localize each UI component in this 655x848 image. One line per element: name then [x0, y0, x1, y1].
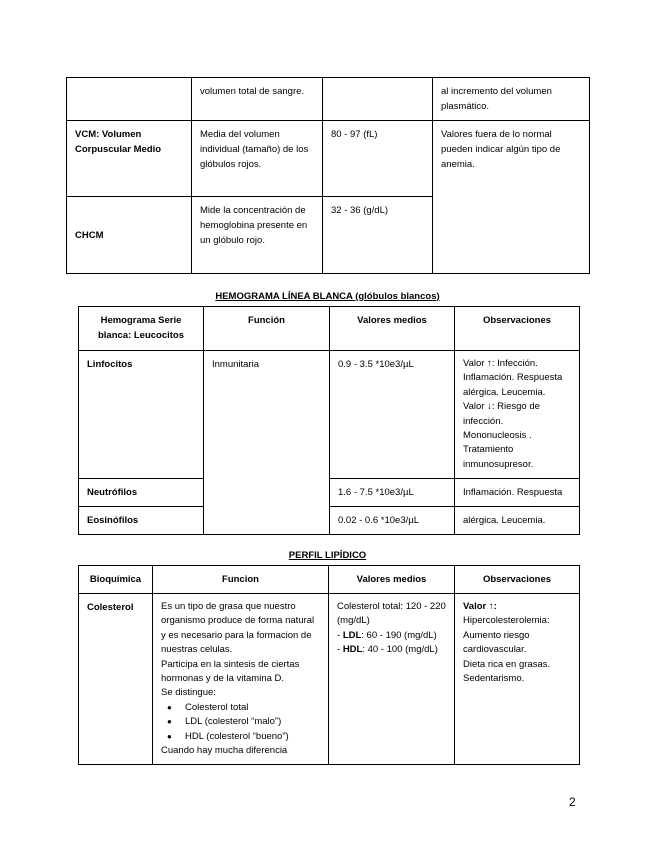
column-header: Funcion — [153, 566, 329, 594]
section-title: PERFIL LIPÍDICO — [288, 550, 367, 561]
cell-valor — [329, 594, 455, 765]
ldl-label: LDL — [342, 629, 362, 641]
cell-name: Neutrófilos — [79, 479, 204, 507]
hdl-value: : 40 - 100 (mg/dL) — [362, 644, 438, 656]
list-item: ● Colesterol total — [183, 701, 320, 715]
list-item: ● LDL (colesterol “malo”) — [183, 715, 320, 729]
table-cell — [323, 78, 433, 121]
obs-line: Sedentarismo. — [463, 673, 525, 685]
valor-hdl — [337, 643, 446, 657]
obs-line: Valor ↓: Riesgo de infección. — [463, 401, 540, 427]
obs-line: Aumento riesgo cardiovascular. — [463, 629, 530, 656]
cell-funcion: Inmunitaria — [204, 351, 330, 535]
table-cell: 80 - 97 (fL) — [323, 121, 433, 197]
obs-line: Tratamiento inmunosupresor. — [463, 444, 534, 470]
cell-valor: 0.02 - 0.6 *10e3/µL — [330, 507, 455, 535]
bullet-list — [161, 701, 320, 744]
white-cell-table — [78, 306, 580, 535]
table-row — [79, 594, 580, 765]
red-cell-table — [66, 77, 590, 274]
obs-line: Hipercolesterolemia: — [463, 615, 550, 627]
cell-observaciones — [455, 594, 580, 765]
funcion-line: Participa en la sintesis de ciertas hormonas y de la vitamina D. — [161, 658, 300, 685]
obs-label: Valor ↑: — [463, 601, 497, 612]
column-header: Bioquímica — [79, 566, 153, 594]
column-header: Función — [204, 307, 330, 351]
obs-line: Dieta rica en grasas. — [463, 658, 551, 670]
parameter-name: VCM: Volumen Corpuscular Medio — [67, 121, 192, 197]
table-cell: al incremento del volumen plasmático. — [433, 78, 590, 121]
funcion-line: Es un tipo de grasa que nuestro organismo produce de forma natural y es necesario para la formacion de nuestras celulas. — [161, 601, 315, 656]
hdl-label: HDL — [342, 644, 363, 656]
cell-valor: 1.6 - 7.5 *10e3/µL — [330, 479, 455, 507]
column-header: Hemograma Serie blanca: Leucocitos — [79, 307, 204, 351]
page-number: 2 — [569, 795, 576, 809]
valor-total: Colesterol total: 120 - 220 (mg/dL) — [337, 601, 446, 627]
cell-observaciones: alérgica. Leucemia. — [455, 507, 580, 535]
cell-name: Eosinófilos — [79, 507, 204, 535]
table-cell: Mide la concentración de hemoglobina presente en un glóbulo rojo. — [192, 197, 323, 274]
column-header: Valores medios — [330, 307, 455, 351]
table-row — [67, 121, 590, 197]
table-cell: 32 - 36 (g/dL) — [323, 197, 433, 274]
cell-valor: 0.9 - 3.5 *10e3/µL — [330, 351, 455, 479]
dash: - — [337, 644, 343, 656]
table-row — [79, 507, 580, 535]
table-header-row — [79, 307, 580, 351]
ldl-value: : 60 - 190 (mg/dL) — [361, 629, 437, 641]
cell-name: Linfocitos — [79, 351, 204, 479]
cell-name: Colesterol — [79, 594, 153, 765]
column-header: Valores medios — [329, 566, 455, 594]
section-title: HEMOGRAMA LÍNEA BLANCA (glóbulos blancos) — [215, 291, 440, 302]
lipid-profile-table — [78, 565, 580, 765]
table-row — [79, 351, 580, 479]
column-header: Observaciones — [455, 566, 580, 594]
column-header: Observaciones — [455, 307, 580, 351]
obs-line: Inflamación. Respuesta alérgica. Leucemia. — [463, 372, 563, 398]
cell-funcion — [153, 594, 329, 765]
table-cell: Valores fuera de lo normal pueden indicar algún tipo de anemia. — [433, 121, 590, 274]
cell-observaciones: Inflamación. Respuesta — [455, 479, 580, 507]
table-cell — [67, 78, 192, 121]
funcion-line: Se distingue: — [161, 687, 216, 699]
dash: - — [337, 629, 343, 641]
obs-line: Mononucleosis . — [463, 430, 532, 442]
valor-ldl — [337, 629, 446, 643]
funcion-line: Cuando hay mucha diferencia — [161, 745, 288, 757]
table-cell: Media del volumen individual (tamaño) de los glóbulos rojos. — [192, 121, 323, 197]
list-item: ● HDL (colesterol “bueno”) — [183, 730, 320, 744]
table-row — [79, 479, 580, 507]
table-header-row — [79, 566, 580, 594]
table-row — [67, 78, 590, 121]
table-cell: volumen total de sangre. — [192, 78, 323, 121]
obs-line: Valor ↑: Infección. — [463, 358, 538, 369]
parameter-name: CHCM — [67, 197, 192, 274]
cell-observaciones — [455, 351, 580, 479]
